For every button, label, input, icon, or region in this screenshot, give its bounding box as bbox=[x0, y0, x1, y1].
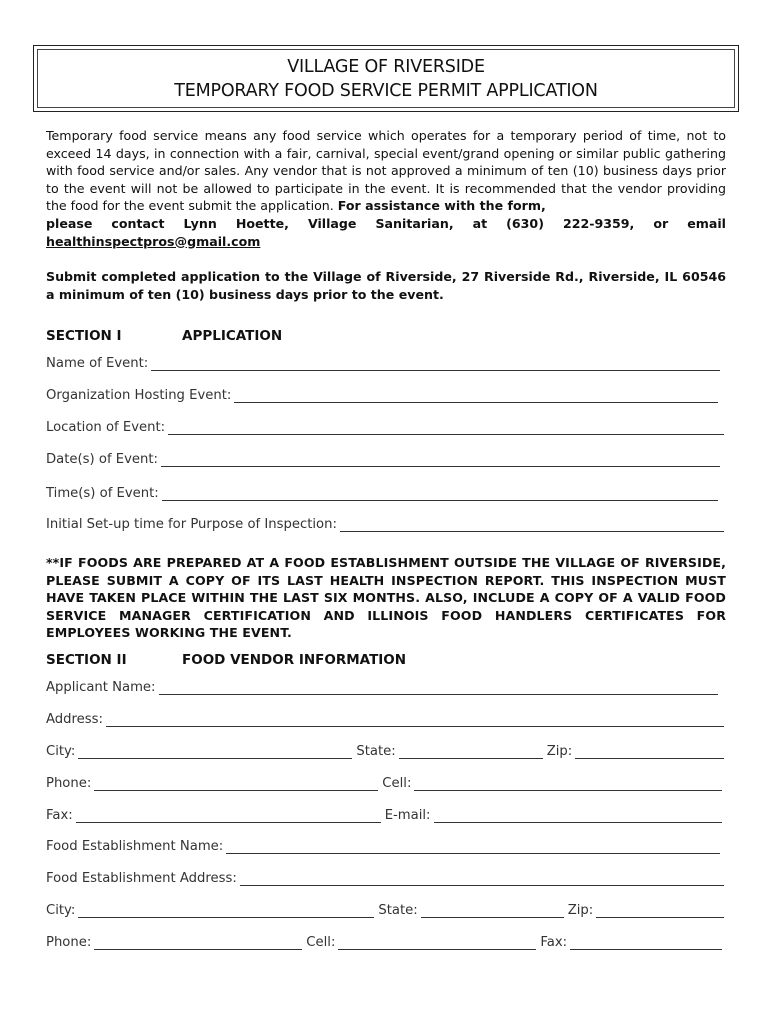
organization-label: Organization Hosting Event: bbox=[46, 388, 232, 403]
section-2-number: SECTION II bbox=[46, 652, 127, 668]
establishment-fax-line[interactable] bbox=[570, 938, 722, 950]
establishment-city-state-zip-row bbox=[46, 903, 724, 918]
address-label: Address: bbox=[46, 712, 103, 727]
phone-label: Phone: bbox=[46, 776, 92, 791]
establishment-cell-label: Cell: bbox=[306, 935, 336, 950]
establishment-cell-line[interactable] bbox=[338, 938, 536, 950]
dates-label: Date(s) of Event: bbox=[46, 452, 158, 467]
establishment-address-line[interactable] bbox=[240, 874, 724, 886]
fax-label: Fax: bbox=[46, 808, 73, 823]
setup-time-field[interactable] bbox=[46, 517, 724, 532]
zip-label: Zip: bbox=[546, 744, 573, 759]
establishment-name-field[interactable] bbox=[46, 839, 724, 854]
establishment-zip-label: Zip: bbox=[567, 903, 594, 918]
section-1-number: SECTION I bbox=[46, 328, 122, 344]
establishment-phone-cell-fax-row bbox=[46, 935, 724, 950]
section-1-heading bbox=[46, 328, 282, 344]
submit-instructions: Submit completed application to the Village of Riverside, 27 Riverside Rd., Riverside, IL 60546 a minimum of ten (10) business days prior to the event. bbox=[46, 269, 726, 302]
dates-line[interactable] bbox=[161, 455, 720, 467]
address-line[interactable] bbox=[106, 715, 724, 727]
section-2-heading bbox=[46, 652, 406, 668]
assistance-contact-line: please contact Lynn Hoette, Village Sanitarian, at (630) 222-9359, or email bbox=[46, 215, 726, 231]
setup-time-label: Initial Set-up time for Purpose of Inspection: bbox=[46, 517, 337, 532]
times-label: Time(s) of Event: bbox=[46, 486, 159, 501]
establishment-name-line[interactable] bbox=[226, 842, 720, 854]
zip-line[interactable] bbox=[575, 747, 724, 759]
city-line[interactable] bbox=[78, 747, 352, 759]
establishment-name-label: Food Establishment Name: bbox=[46, 839, 224, 854]
times-line[interactable] bbox=[162, 489, 718, 501]
dates-field[interactable] bbox=[46, 452, 724, 467]
email-line[interactable] bbox=[434, 811, 723, 823]
location-field[interactable] bbox=[46, 420, 724, 435]
city-label: City: bbox=[46, 744, 76, 759]
establishment-state-line[interactable] bbox=[421, 906, 564, 918]
name-of-event-label: Name of Event: bbox=[46, 356, 149, 371]
state-label: State: bbox=[356, 744, 396, 759]
phone-line[interactable] bbox=[94, 779, 378, 791]
organization-line[interactable] bbox=[234, 391, 718, 403]
location-label: Location of Event: bbox=[46, 420, 166, 435]
establishment-fax-label: Fax: bbox=[540, 935, 568, 950]
state-line[interactable] bbox=[399, 747, 543, 759]
establishment-city-line[interactable] bbox=[78, 906, 374, 918]
fax-email-row bbox=[46, 808, 724, 823]
contact-email-link[interactable]: healthinspectpros@gmail.com bbox=[46, 233, 261, 249]
cell-line[interactable] bbox=[414, 779, 722, 791]
intro-text: Temporary food service means any food service which operates for a temporary period of time, not to exceed 14 days, in connection with a fair, carnival, special event/grand opening or similar public gathering with food service and/or sales. Any vendor that is not approved a minimum of ten (10) business days prior to the event will not be allowed to participate in the event. It is recommended that the vendor providing the food for the event submit the application. bbox=[46, 128, 726, 214]
establishment-address-field[interactable] bbox=[46, 871, 724, 886]
times-field[interactable] bbox=[46, 486, 724, 501]
assistance-text: For assistance with the form, bbox=[337, 198, 546, 214]
out-of-village-notice: **IF FOODS ARE PREPARED AT A FOOD ESTABLISHMENT OUTSIDE THE VILLAGE OF RIVERSIDE, PLEASE SUBMIT A COPY OF ITS LAST HEALTH INSPECTION REPORT. THIS INSPECTION MUST HAVE TAKEN PLACE WITHIN THE LAST SIX MONTHS. ALSO, INCLUDE A COPY OF A VALID FOOD SERVICE MANAGER CERTIFICATION AND ILLINOIS FOOD HANDLERS CERTIFICATES FOR EMPLOYEES WORKING THE EVENT. bbox=[46, 555, 726, 641]
intro-paragraph bbox=[46, 127, 726, 250]
applicant-name-line[interactable] bbox=[159, 683, 719, 695]
phone-cell-row bbox=[46, 776, 724, 791]
setup-time-line[interactable] bbox=[340, 520, 724, 532]
title-inner-border bbox=[37, 49, 735, 108]
address-field[interactable] bbox=[46, 712, 724, 727]
establishment-address-label: Food Establishment Address: bbox=[46, 871, 237, 886]
email-label: E-mail: bbox=[384, 808, 431, 823]
establishment-city-label: City: bbox=[46, 903, 76, 918]
establishment-phone-line[interactable] bbox=[94, 938, 302, 950]
page-title-line-1: VILLAGE OF RIVERSIDE bbox=[287, 56, 485, 77]
page-title-line-2: TEMPORARY FOOD SERVICE PERMIT APPLICATION bbox=[174, 80, 598, 101]
city-state-zip-row bbox=[46, 744, 724, 759]
section-2-title: FOOD VENDOR INFORMATION bbox=[182, 652, 407, 668]
organization-field[interactable] bbox=[46, 388, 724, 403]
applicant-name-label: Applicant Name: bbox=[46, 680, 156, 695]
name-of-event-field[interactable] bbox=[46, 356, 724, 371]
section-1-title: APPLICATION bbox=[182, 328, 283, 344]
fax-line[interactable] bbox=[76, 811, 381, 823]
cell-label: Cell: bbox=[382, 776, 412, 791]
establishment-state-label: State: bbox=[378, 903, 418, 918]
name-of-event-line[interactable] bbox=[151, 359, 720, 371]
applicant-name-field[interactable] bbox=[46, 680, 724, 695]
title-box bbox=[33, 45, 739, 112]
location-line[interactable] bbox=[168, 423, 724, 435]
establishment-zip-line[interactable] bbox=[596, 906, 724, 918]
establishment-phone-label: Phone: bbox=[46, 935, 92, 950]
